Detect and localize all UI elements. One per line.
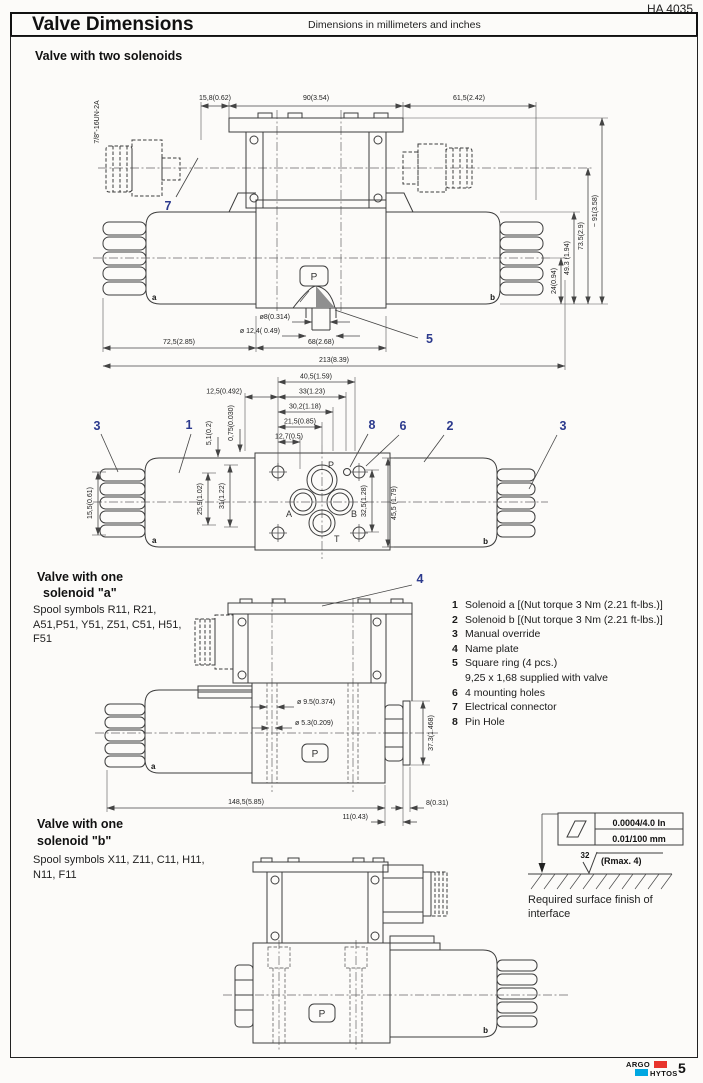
svg-text:5,1(0.2): 5,1(0.2) <box>206 420 213 446</box>
svg-text:40,5(1.59): 40,5(1.59) <box>300 373 332 381</box>
svg-text:148,5(5.85): 148,5(5.85) <box>228 799 264 806</box>
legend-text: 4 mounting holes <box>465 686 545 699</box>
svg-text:11(0.43): 11(0.43) <box>342 814 368 821</box>
connector-knurl <box>431 872 447 916</box>
nameplate-letter: P <box>310 272 318 283</box>
legend-num: 7 <box>452 701 458 714</box>
legend-item <box>452 671 692 686</box>
leader-7 <box>176 158 198 197</box>
solenoid-cap-right <box>500 222 543 295</box>
svg-text:15,5(0.61): 15,5(0.61) <box>87 487 94 519</box>
legend-num: 6 <box>452 686 458 699</box>
document-code: HA 4035 <box>646 2 693 16</box>
svg-text:45,5 (1.79): 45,5 (1.79) <box>391 486 398 520</box>
svg-text:37.3(1.468): 37.3(1.468) <box>428 715 435 751</box>
legend-num: 4 <box>452 642 458 655</box>
heading-one-solenoid-b-line1: Valve with one <box>37 817 124 831</box>
flatness-icon <box>567 821 586 837</box>
svg-text:12,7(0.5): 12,7(0.5) <box>274 433 304 441</box>
svg-text:8(0.31): 8(0.31) <box>426 800 449 807</box>
drawing-top-view <box>88 373 653 565</box>
logo-hytos-text: HYTOS <box>650 1068 678 1078</box>
centerlines <box>223 940 568 1050</box>
solenoid-a-letter: a <box>151 762 156 771</box>
dimensions-bottom <box>103 280 565 370</box>
title-box <box>10 12 698 37</box>
svg-text:72,5(2.85): 72,5(2.85) <box>163 339 195 346</box>
svg-text:ø 12,4( 0.49): ø 12,4( 0.49) <box>239 328 280 335</box>
svg-text:30,2(1.18): 30,2(1.18) <box>289 403 321 411</box>
leader-5 <box>335 310 418 338</box>
svg-text:33(1.23): 33(1.23) <box>298 388 326 396</box>
logo-red-block <box>654 1061 667 1068</box>
square-ring-detail <box>293 286 335 308</box>
legend-num: 3 <box>452 628 458 641</box>
legend-item <box>452 715 692 730</box>
legend-text: Solenoid a [(Nut torque 3 Nm (2.21 ft-lbs.)] <box>465 599 663 611</box>
svg-text:49.3 (1.94): 49.3 (1.94) <box>564 241 571 275</box>
legend-item <box>452 613 692 628</box>
valve-outline <box>235 858 537 1043</box>
solenoid-b-letter: b <box>483 537 488 546</box>
valve-outline <box>105 599 412 783</box>
svg-text:3: 3 <box>559 419 567 433</box>
legend-num: 8 <box>452 715 458 728</box>
page-title: Valve Dimensions <box>32 14 194 35</box>
dimensions-top <box>199 95 536 200</box>
solenoid-a-letter: a <box>152 536 157 545</box>
svg-text:90(3.54): 90(3.54) <box>302 95 330 102</box>
nameplate <box>302 744 328 762</box>
drawing-one-solenoid-a <box>90 562 460 824</box>
legend-text: 9,25 x 1,68 supplied with valve <box>465 671 609 684</box>
nameplate-letter: P <box>311 749 319 760</box>
legend-text: Solenoid b [(Nut torque 3 Nm (2.21 ft-lbs.)] <box>465 613 663 626</box>
legend <box>452 598 692 729</box>
svg-text:61,5(2.42): 61,5(2.42) <box>453 95 485 102</box>
legend-text: Manual override <box>465 628 541 641</box>
svg-text:24(0.94): 24(0.94) <box>551 267 558 295</box>
centerlines <box>95 598 438 792</box>
svg-text:8: 8 <box>368 418 376 432</box>
mounting-hole-axes <box>267 683 358 783</box>
solenoid-b-letter: b <box>490 293 495 302</box>
nameplate <box>309 1004 335 1022</box>
svg-text:25,9(1.02): 25,9(1.02) <box>197 483 204 515</box>
legend-text: Pin Hole <box>465 715 505 728</box>
legend-text: Square ring (4 pcs.) <box>465 657 558 670</box>
logo-argo-text: ARGO <box>626 1060 651 1069</box>
solenoid-b-letter: b <box>483 1026 488 1035</box>
solenoid-cap-left <box>103 222 146 295</box>
electrical-connector <box>195 615 233 669</box>
svg-text:2: 2 <box>446 419 454 433</box>
svg-text:6: 6 <box>399 419 407 433</box>
centerlines <box>93 445 548 559</box>
legend-text: Electrical connector <box>465 701 557 714</box>
svg-text:ø 9.5(0.374): ø 9.5(0.374) <box>297 699 336 706</box>
svg-text:1: 1 <box>185 418 193 432</box>
svg-text:73.5(2.9): 73.5(2.9) <box>578 221 585 251</box>
heading-one-solenoid-a-line2: solenoid "a" <box>43 586 117 600</box>
heading-two-solenoids: Valve with two solenoids <box>35 49 183 63</box>
port-label-p: P <box>328 460 335 470</box>
spool-symbols-a: Spool symbols R11, R21, A51,P51, Y51, Z51, C51, H51, F51 <box>33 604 182 645</box>
heading-one-solenoid-b-line2: solenoid "b" <box>37 834 112 848</box>
ports <box>290 465 353 536</box>
nameplate <box>300 266 328 286</box>
port-label-b: B <box>350 509 358 519</box>
roughness-value: 32 <box>580 851 590 860</box>
svg-text:0,75(0.030): 0,75(0.030) <box>228 405 235 441</box>
surface-caption-line1: Required surface finish of <box>528 894 653 906</box>
svg-text:ø 5.3(0.209): ø 5.3(0.209) <box>295 720 334 727</box>
callout-7: 7 <box>164 199 172 213</box>
thread-label: 7/8"-16UN-2A <box>94 100 101 144</box>
legend-num: 5 <box>452 657 458 670</box>
svg-text:31(1.22): 31(1.22) <box>219 482 226 510</box>
legend-item <box>452 686 692 701</box>
svg-text:3: 3 <box>93 419 101 433</box>
dimensions-right <box>403 118 608 304</box>
drawing-one-solenoid-b <box>168 840 593 1055</box>
dimensions-sides <box>87 458 398 547</box>
legend-item <box>452 656 692 671</box>
legend-num: 2 <box>452 613 458 626</box>
port-label-t: T <box>334 534 340 544</box>
svg-text:68(2.68): 68(2.68) <box>307 339 335 346</box>
callout-5: 5 <box>426 332 433 346</box>
flatness-mm-value: 0.01/100 mm <box>612 834 666 844</box>
legend-item <box>452 700 692 715</box>
legend-num: 1 <box>452 599 458 611</box>
legend-item <box>452 642 692 657</box>
surface-caption-line2: interface <box>528 908 571 920</box>
legend-item <box>452 627 692 642</box>
svg-text:ø8(0.314): ø8(0.314) <box>259 314 290 321</box>
callout-4: 4 <box>416 572 424 586</box>
spool-symbols-b: Spool symbols X11, Z11, C11, H11, N11, F11 <box>33 854 205 881</box>
legend-item <box>452 598 692 613</box>
port-label-a: A <box>285 509 293 519</box>
svg-text:12,5(0.492): 12,5(0.492) <box>206 388 242 396</box>
svg-text:15,8(0.62): 15,8(0.62) <box>199 95 231 102</box>
svg-text:32,5(1.28): 32,5(1.28) <box>361 485 368 517</box>
argo-hytos-logo <box>626 1060 686 1078</box>
legend-text: Name plate <box>465 642 519 655</box>
logo-cyan-block <box>635 1069 648 1076</box>
flatness-inch-value: 0.0004/4.0 In <box>612 818 666 828</box>
legend-num <box>452 671 465 686</box>
page-number: 5 <box>678 1060 686 1076</box>
dimensions <box>107 699 448 826</box>
solenoid-a-letter: a <box>152 293 157 302</box>
drawing-two-solenoids <box>88 80 653 372</box>
dimensions-top <box>206 374 355 470</box>
svg-text:213(8.39): 213(8.39) <box>319 357 349 364</box>
svg-text:21,5(0.85): 21,5(0.85) <box>284 418 316 426</box>
svg-text:~ 91(3.58): ~ 91(3.58) <box>592 194 599 228</box>
page-subtitle: Dimensions in millimeters and inches <box>308 19 481 31</box>
nameplate-letter: P <box>318 1009 326 1020</box>
rmax-value: (Rmax. 4) <box>601 856 642 866</box>
heading-one-solenoid-a-line1: Valve with one <box>37 570 124 584</box>
